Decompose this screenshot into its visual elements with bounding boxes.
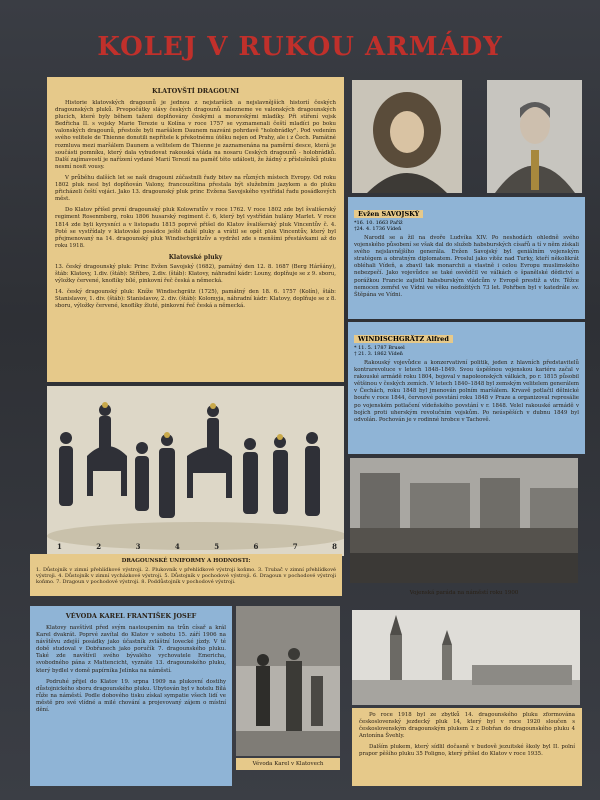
savoy-born: *16. 10. 1663 Paříž [354,220,403,226]
karel-paragraph: Klatovy navštívil před svým nastoupením na trůn císař a král Karel dvakrát. Poprvé zavítal do Klatov v sobotu 15. září 1906 na návštěvu zdejší posádky jako účastník zvláštní lovecké jízdy. V té době studoval v Dobřanech jako poručík 7. dragounského pluku. Také zde navštívil svého bývalého vychovatele Emericha, svobodného pána z Mattencicht, vyznáte 13. dragounského pluku, který bydlel v domě papírníka Jelínka na náměstí. [36,625,226,674]
uniform-number: 2 [96,542,102,551]
karel-heading: VÉVODA KAREL FRANTIŠEK JOSEF [65,612,197,620]
final-panel [352,708,582,786]
uniform-number: 1 [57,542,62,551]
history-heading: KLATOVŠTÍ DRAGOUNI [151,87,240,95]
karel-paragraph: Podruhé přijel do Klatov 19. srpna 1909 na plukovní dostihy důstojnického sboru dragounského pluku. Ubytován byl v hotelu Bílá růže na náměstí. Podle dobového tisku získal sympatie všech lidí ve městě pro své vlídné a milé chování a projevovaný zájem o místní dění. [36,678,226,714]
final-text [359,712,575,759]
windisch-paragraph: Rakouský vojevůdce a konzervativní politik, jeden z hlavních představitelů kontrarevoluce v letech 1848–1849. Svou úspěšnou vojenskou kariéru začal v rakouské armádě roku 1804, bojoval v napoleonských válkách, po r. 1815 působil většinou v českých zemích. V letech 1840–1848 byl zemským velitelem generálem v Čechách, roku 1848 byl jmenován polním maršálem. Krvavě potlačil dělnické bouře v roce 1844, červnové povstání roku 1848 v Praze a organizoval represálie po vojenském potlačení vídeňského povstání v r. 1848. Velel rakouské armádě v bojích proti uherským revolučním vojskům. Po neúspěších v dubnu 1849 byl odvolán. Pochován je v rodinné hrobce v Tachově. [354,360,579,423]
uniforms-text: 1. Důstojník v zimní přehlídkové výstroji. 2. Plukovník v přehlídkové výstroji koňmo. 3. Trubač v zimní přehlídkové výstroji. 4. Důstojník v zimní vycházkové výstroji. 5. Důstojník v pochodové výstroji. 6. Dragoun v pochodové výstroji koňmo. 7. Dragoun v pochodové výstroji. 8. Poddůstojník v pochodové výstroji. [36,567,336,585]
savoy-paragraph: Narodil se a žil na dvoře Ludvíka XIV. Po neshodách ohledně svého vojenského působení se však dal do služeb habsburských císařů a tí v něm získali svého nejslavnějšího generála. Evžen Savojský byl geniálním vojenským stratégem a obratným diplomatem. Proslul jako vítěz nad Turky, kteří několikrát obléhali Vídeň, a zbavil tak monarchii a vlastně i celou Evropu muslimského nebezpečí. Jako vojevůdce se také osvědčil ve válkách o španělské dědictví a porážkou Francie zajistil habsburským vládcům v Evropě prestiž a vliv. Těžce nemocen zemřel ve Vídni ve věku nedožitých 73 let. Pohřben byl v katedrále sv. Štěpána ve Vídni. [354,235,579,298]
karel-photo [236,606,340,756]
church-image [352,610,580,705]
history-paragraph: Historie klatovských dragounů je jednou z nejstarších a nejslavnějších historií českých dragounských pluků. Prvopočátky slávy českých dragounů nalezneme ve valonských dragounských plucích, které byly během taženi doplňovány českými a moravskými mladíky. Při stíření vojsk Bedřicha II. s vojsky Marie Terezie u Kolína v roce 1757 se vyznamenali čeští mladíci po boku valonských dragounů, přestože byli maršálem Daunem nazváni pohrdavě "holobrádky". Pod vedením svého velitele de Thienne donutili nepřítele k překotnému útěku nejen od Prahy, ale i z Čech. Památné rozmluva mezi maršálem Daunem a velitelem de Thienne je zaznamenána na paměrní desce, která je součásti pomníku, který dala vybudovat rakouská vláda na nosaru Ceských dragounů - holobrádků. Další zajímavostí je nařízení vydané Marií Terezií na paměť této události, že žádný z příslušníků pluku nesmí nosit vousy. [55,100,336,170]
parade-photo [350,458,578,583]
parade-caption: Vojenská paráda na náměstí roku 1900 [409,590,519,596]
savoy-died: †24. 4. 1736 Vídeň [354,226,402,232]
savoy-portrait-image [352,80,462,193]
savoy-name: Evžen SAVOJSKÝ [354,210,423,218]
uniforms-heading: DRAGOUNSKÉ UNIFORMY A HODNOSTI: [121,558,251,564]
regiment-entry: 13. český dragounský pluk: Princ Evžen Savojský (1682), památný den 12. 8. 1687 (Berg Háršány), štáb: Klatovy, 1.div. (štáb): Stříbro, 2.div. (štáb): Klatovy, náhradní kádr: Louny, doplňuje se z 9. sboru, výložky červené, knoflíky bílé, pinkovní řeč česká a německá. [55,263,336,285]
history-panel [47,77,344,382]
church-photo [352,610,580,705]
page-title: KOLEJ V RUKOU ARMÁDY [97,32,503,62]
parade-image [350,458,578,583]
final-paragraph: Dalším plukem, který sídlil dočasně v budově jezuitské školy byl II. polní prapor pěšího pluku 35 Foligno, který přišel do Klatov v roce 1935. [359,744,575,758]
karel-image [236,606,340,756]
karel-text [36,625,226,714]
soldiers-illustration [47,386,344,556]
windisch-name: WINDISCHGRÄTZ Alfred [354,335,453,343]
windisch-text [354,360,579,424]
windisch-portrait [487,80,582,193]
regiment-entry: 14. český dragounský pluk: Kníže Windischgrätz (1725), památný den 18. 6. 1757 (Kolín), štáb: Stanislavov, 1. div. (štáb): Stanislavov, 2. div. (štáb): Kolomyja, náhradní kádr: Klatovy, doplňuje se z 8. sboru, výložky červené, knoflíky žluté, pinkovní řeč česká a německá. [55,289,336,310]
regiments-heading: Klatovské pluky [168,253,223,261]
karel-photo-caption: Vévoda Karel v Klatovech [236,758,340,770]
windisch-panel [348,322,585,454]
uniform-numbers [57,542,337,551]
uniform-number: 3 [135,542,141,551]
uniform-number: 4 [174,542,180,551]
windisch-died: † 21. 3. 1862 Vídeň [354,351,403,357]
history-paragraph: V průběhu dalších let se naši dragouni zúčastnili řady bitev na různých místech Evropy. Od roku 1802 pluk nesl byl doplňován Valony, francouzština přestala být služebním jazykem a do pluku přicházeli čeští vojáci. Jako 13. dragounský pluk princ Evžena Savojského vystřídal řadu posádkových měst. [55,174,336,203]
windisch-born: * 11. 5. 1787 Brusel [354,345,405,351]
uniform-number: 8 [332,542,337,551]
uniform-number: 5 [214,542,220,551]
savoy-portrait [352,80,462,193]
uniforms-illustration [47,386,344,556]
uniform-number: 6 [253,542,259,551]
uniforms-caption-panel [30,554,342,596]
windisch-portrait-image [487,80,582,193]
final-paragraph: Po roce 1918 byl ze zbytků 14. dragounského pluku zformována československý jezdecký pluk 14, který byl v roce 1920 sloučen s československým dragounským plukem 2 z Dobřan do dragounského pluku 4 Antonína Švehly. [359,712,575,740]
history-paragraph: Do Klatov přišel první dragounský pluk Kolowratův v roce 1762. V roce 1802 zde byl švališerský regiment Rosenmberg, roku 1806 husarský regiment č. 6, který byl vystřídán hulány Marlet. V roce 1814 zde byli kyrysníci a v listopadu 1815 poprvé přišel do Klatov švališerský pluk Vincentův č. 4. Poté se vystřídaly v klatovské posádce ještě další pluky a vrátil se opět pluk Vincentův, který byl přejmenovaný na 14. dragounský pluk Windischgrätzův a vydržel zde s menšími přestávkami až do roku 1918. [55,207,336,249]
savoy-panel [348,197,585,319]
karel-panel [30,606,232,786]
history-text [55,100,336,311]
savoy-text [354,235,579,299]
uniform-number: 7 [292,542,298,551]
